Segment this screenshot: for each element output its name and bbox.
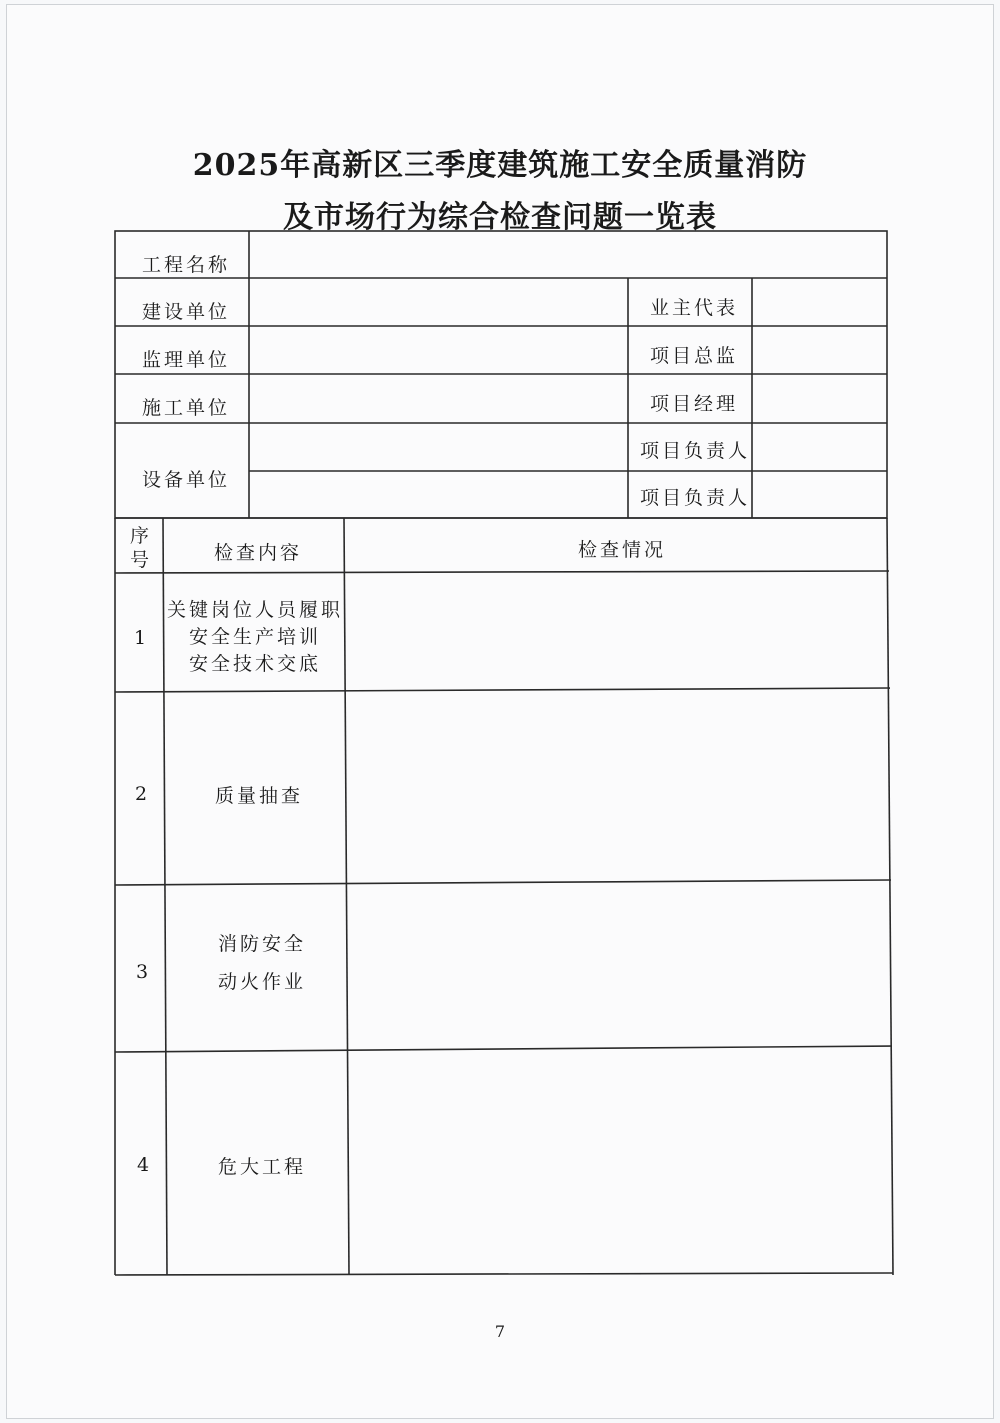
seq-header: 序号 — [130, 525, 150, 571]
construction-unit-label: 建设单位 — [142, 301, 231, 323]
project-name-label: 工程名称 — [142, 254, 231, 276]
row-3-number: 3 — [136, 961, 152, 983]
row-1-content-line-3: 安全技术交底 — [188, 653, 321, 675]
responsible-person-label-2: 项目负责人 — [640, 487, 751, 509]
page-number: 7 — [494, 1322, 506, 1341]
row-3-content-line-1: 消防安全 — [218, 933, 307, 955]
row-4-content: 危大工程 — [218, 1156, 307, 1178]
content-header: 检查内容 — [214, 542, 303, 564]
project-manager-label: 项目经理 — [650, 393, 739, 415]
row-4-number: 4 — [137, 1154, 153, 1176]
contractor-label: 施工单位 — [142, 397, 231, 419]
row-1-number: 1 — [134, 627, 150, 649]
owner-rep-label: 业主代表 — [650, 297, 739, 319]
row-1-content — [166, 597, 344, 678]
row-3-content-line-2: 动火作业 — [218, 971, 307, 993]
row-1-content-line-1: 关键岗位人员履职 — [166, 599, 343, 621]
chief-supervisor-label: 项目总监 — [650, 345, 739, 367]
row-2-content: 质量抽查 — [215, 785, 304, 807]
situation-header: 检查情况 — [578, 539, 667, 561]
row-2-number: 2 — [135, 783, 151, 805]
row-1-content-line-2: 安全生产培训 — [188, 626, 321, 648]
document-title-line1: 2025年高新区三季度建筑施工安全质量消防 — [192, 148, 808, 183]
document-title-line2: 及市场行为综合检查问题一览表 — [283, 200, 717, 235]
equipment-unit-label: 设备单位 — [142, 469, 231, 491]
responsible-person-label-1: 项目负责人 — [640, 440, 751, 462]
supervision-unit-label: 监理单位 — [142, 349, 231, 371]
